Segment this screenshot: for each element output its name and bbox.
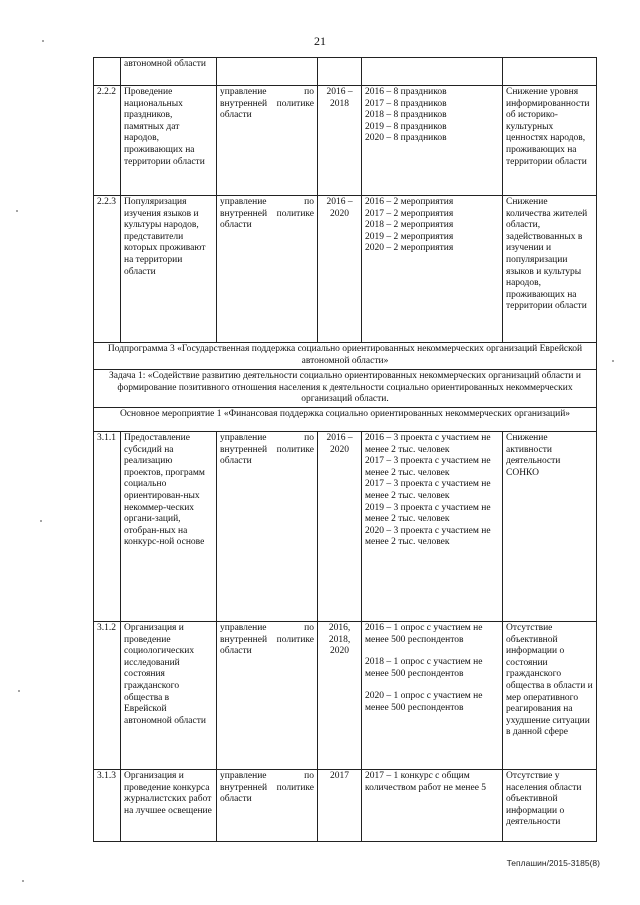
- scan-speck: [40, 520, 42, 522]
- row-number: 2.2.2: [94, 86, 121, 196]
- consequence-cell: Отсутствие объективной информации о состоянии гражданского общества в области и мер оперативного реагирования на ухудшение ситуации в данной сфере: [503, 622, 597, 770]
- indicator-cell: 2016 – 2 мероприятия 2017 – 2 мероприятия 2018 – 2 мероприятия 2019 – 2 мероприятия 2020 – 2 мероприятия: [362, 196, 503, 343]
- event-cell: Организация и проведение социологических исследований состояния гражданского общества в Еврейской автономной области: [121, 622, 217, 770]
- executor-cell: управление по внутренней политике области: [217, 622, 318, 770]
- consequence-cell: Снижение количества жителей области, задействованных в изучении и популяризации языков и культуры народов, проживающих на территории области: [503, 196, 597, 343]
- executor-cell: управление по внутренней политике области: [217, 86, 318, 196]
- executor-cell: управление по внутренней политике области: [217, 196, 318, 343]
- event-cell: Организация и проведение конкурса журналистских работ на лучшее освещение: [121, 770, 217, 842]
- indicator-cell: [362, 58, 503, 86]
- row-number: 2.2.3: [94, 196, 121, 343]
- main-event-row: [94, 408, 597, 432]
- indicator-cell: 2016 – 8 праздников 2017 – 8 праздников 2018 – 8 праздников 2019 – 8 праздников 2020 – 8 праздников: [362, 86, 503, 196]
- table-row: [94, 622, 597, 770]
- event-cell: автономной области: [121, 58, 217, 86]
- indicator-cell: 2017 – 1 конкурс с общим количеством работ не менее 5: [362, 770, 503, 842]
- table-row: [94, 770, 597, 842]
- period-cell: 2016 – 2018: [318, 86, 362, 196]
- subprogram-title: Подпрограмма 3 «Государственная поддержка социально ориентированных некоммерческих организаций Еврейской автономной области»: [94, 343, 597, 370]
- subprogram-row: [94, 343, 597, 370]
- row-number: 3.1.1: [94, 432, 121, 622]
- task-title: Задача 1: «Содействие развитию деятельности социально ориентированных некоммерческих организаций области и формирование позитивного отношения населения к деятельности социально ориентированных некоммерческих организаций области.: [94, 370, 597, 408]
- consequence-cell: Снижение уровня информированности об историко-культурных ценностях народов, проживающих на территории области: [503, 86, 597, 196]
- consequence-cell: Отсутствие у населения области объективной информации о деятельности: [503, 770, 597, 842]
- consequence-cell: [503, 58, 597, 86]
- executor-cell: управление по внутренней политике области: [217, 432, 318, 622]
- table-row: [94, 86, 597, 196]
- scan-speck: [16, 210, 18, 212]
- period-cell: [318, 58, 362, 86]
- executor-cell: [217, 58, 318, 86]
- document-code: Теплашин/2015-3185(8): [506, 858, 600, 868]
- indicator-cell: 2016 – 3 проекта с участием не менее 2 тыс. человек 2017 – 3 проекта с участием не менее 2 тыс. человек 2017 – 3 проекта с участием не менее 2 тыс. человек 2019 – 3 проекта с участием не менее 2 тыс. человек 2020 – 3 проекта с участием не менее 2 тыс. человек: [362, 432, 503, 622]
- row-number: [94, 58, 121, 86]
- row-number: 3.1.2: [94, 622, 121, 770]
- period-cell: 2016 – 2020: [318, 432, 362, 622]
- scan-speck: [612, 360, 614, 362]
- scan-speck: [22, 880, 24, 882]
- task-row: [94, 370, 597, 408]
- executor-cell: управление по внутренней политике области: [217, 770, 318, 842]
- table-row: [94, 196, 597, 343]
- row-number: 3.1.3: [94, 770, 121, 842]
- event-cell: Предоставление субсидий на реализацию проектов, программ социально ориентирован-ных некоммер-ческих органи-заций, отобран-ных на конкурс-ной основе: [121, 432, 217, 622]
- indicator-cell: 2016 – 1 опрос с участием не менее 500 респондентов 2018 – 1 опрос с участием не менее 500 респондентов 2020 – 1 опрос с участием не менее 500 респондентов: [362, 622, 503, 770]
- period-cell: 2016 – 2020: [318, 196, 362, 343]
- program-table: [93, 57, 597, 842]
- period-cell: 2016, 2018, 2020: [318, 622, 362, 770]
- table-row: [94, 432, 597, 622]
- event-cell: Популяризация изучения языков и культуры народов, представители которых проживают на территории области: [121, 196, 217, 343]
- consequence-cell: Снижение активности деятельности СОНКО: [503, 432, 597, 622]
- page-number: 21: [314, 34, 326, 48]
- table-row: [94, 58, 597, 86]
- period-cell: 2017: [318, 770, 362, 842]
- scan-speck: [18, 690, 20, 692]
- event-cell: Проведение национальных праздников, памятных дат народов, проживающих на территории области: [121, 86, 217, 196]
- scan-speck: [42, 40, 44, 42]
- main-event-title: Основное мероприятие 1 «Финансовая поддержка социально ориентированных некоммерческих организаций»: [94, 408, 597, 432]
